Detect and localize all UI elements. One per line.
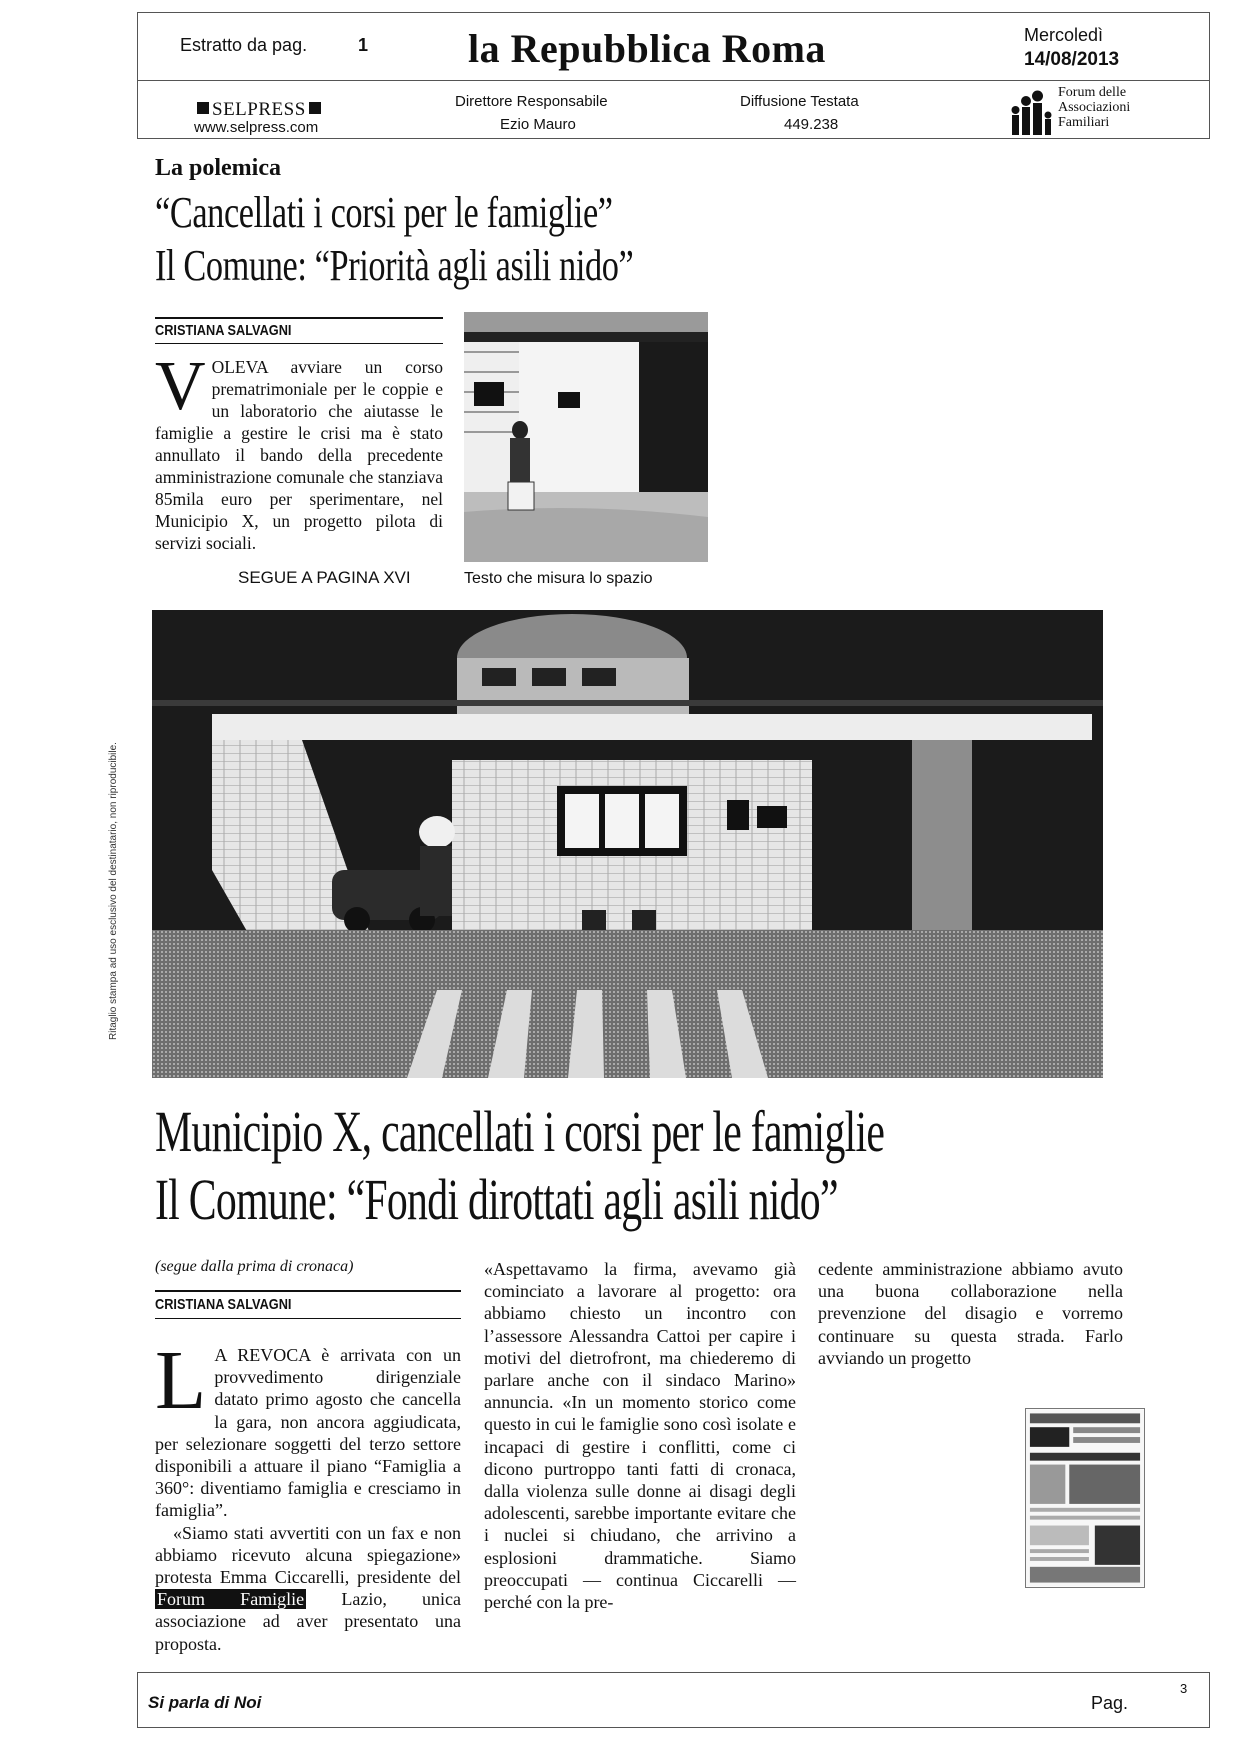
article-kicker: La polemica [155,155,281,181]
article-column-2 [484,1258,796,1613]
dropcap: V [155,348,206,425]
photo-caption: Testo che misura lo spazio [464,570,653,587]
publication-weekday: Mercoledì [1024,25,1104,45]
footer-section-label: Si parla di Noi [148,1693,262,1712]
footer-page-label: Pag. [1091,1693,1129,1713]
footer-page-number: 3 [1180,1681,1188,1696]
front-headline: “Cancellati i corsi per le famiglie” Il Comune: “Priorità agli asili nido” [155,188,634,290]
paragraph: L A REVOCA è arrivata con un provvedimento dirigenziale datato primo agosto che cancella la gara, non ancora aggiudicata, per selezionare soggetti del terzo settore disponibili a attuare il piano “Famiglia a 360°: diventiamo famiglia e cresciamo in famiglia”. [155,1334,461,1521]
byline-rule [155,1290,461,1292]
director-label: Direttore Responsabile [455,93,608,110]
inside-byline: CRISTIANA SALVAGNI [155,1296,292,1313]
forum-family-icon [1010,89,1054,135]
dropcap: L [155,1334,207,1427]
square-bullet-icon [197,102,209,114]
copyright-side-note: Ritaglio stampa ad uso esclusivo del destinatario, non riproducibile. [108,742,119,1040]
byline-rule [155,1318,461,1319]
header-divider [138,80,1209,81]
continued-from-front: (segue dalla prima di cronaca) [155,1258,354,1275]
square-bullet-icon [309,102,321,114]
building-photo-small [464,312,708,562]
building-photo-large [152,610,1103,1078]
article-column-3 [818,1258,1123,1369]
article-column-1 [155,1334,462,1655]
agency-name: SELPRESS [212,99,306,120]
agency-url: www.selpress.com [194,119,319,136]
highlighted-association: Forum Famiglie [157,1589,305,1610]
newspaper-title: la Repubblica Roma [468,26,826,71]
continued-reference: SEGUE A PAGINA XVI [238,568,411,587]
paragraph: «Siamo stati avvertiti con un fax e non abbiamo ricevuto alcuna spiegazione» protesta Emma Ciccarelli, presidente del Forum Famiglie Lazio, unica associazione ad aver presentato una proposta. [155,1522,462,1654]
clipping-footer [137,1672,1210,1728]
circulation-label: Diffusione Testata [740,93,859,110]
byline-rule [155,343,443,344]
forum-logo-text: Forum delle Associazioni Familiari [1058,85,1131,130]
publication-date: 14/08/2013 [1024,49,1120,70]
clipping-header [137,12,1210,139]
page-thumbnail [1025,1408,1145,1588]
extract-page-number: 1 [358,35,369,55]
director-name: Ezio Mauro [500,116,576,133]
front-byline: CRISTIANA SALVAGNI [155,322,292,339]
inside-headline: Municipio X, cancellati i corsi per le famiglie Il Comune: “Fondi dirottati agli asili nido” [155,1099,885,1232]
paragraph: «Aspettavamo la firma, avevamo già cominciato a lavorare al progetto: ora abbiamo chiesto un incontro con l’assessore Alessandra Cattoi per capire i motivi del dietrofront, ma chiederemo di parlare anche con il sindaco Marino» annuncia. «In un momento storico come questo in cui le famiglie sono così isolate e incapaci di gestire i conflitti, come ci dicono purtroppo tanti fatti di cronaca, dalla violenza sulle donne ai disagi degli adolescenti, sarebbe importante evitare che i nuclei si chiudano, che arrivino a esplosioni drammatiche. Siamo preoccupati — continua Ciccarelli — perché con la pre- [484,1259,796,1613]
circulation-value: 449.238 [784,116,839,133]
extract-label: Estratto da pag. [180,35,308,55]
agency-logo [194,99,324,121]
byline-rule [155,317,443,319]
paragraph: cedente amministrazione abbiamo avuto una buona collaborazione nella prevenzione del disagio e vorremo continuare su questa strada. Farlo avviando un progetto [818,1259,1123,1368]
front-lead-paragraph: VOLEVA avviare un corso prematrimoniale per le coppie e un laboratorio che aiutasse le famiglie a gestire le crisi ma è stato annullato il bando della precedente amministrazione comunale che stanziava 85mila euro per sperimentare, nel Municipio X, un progetto pilota di servizi sociali. [155,348,443,553]
